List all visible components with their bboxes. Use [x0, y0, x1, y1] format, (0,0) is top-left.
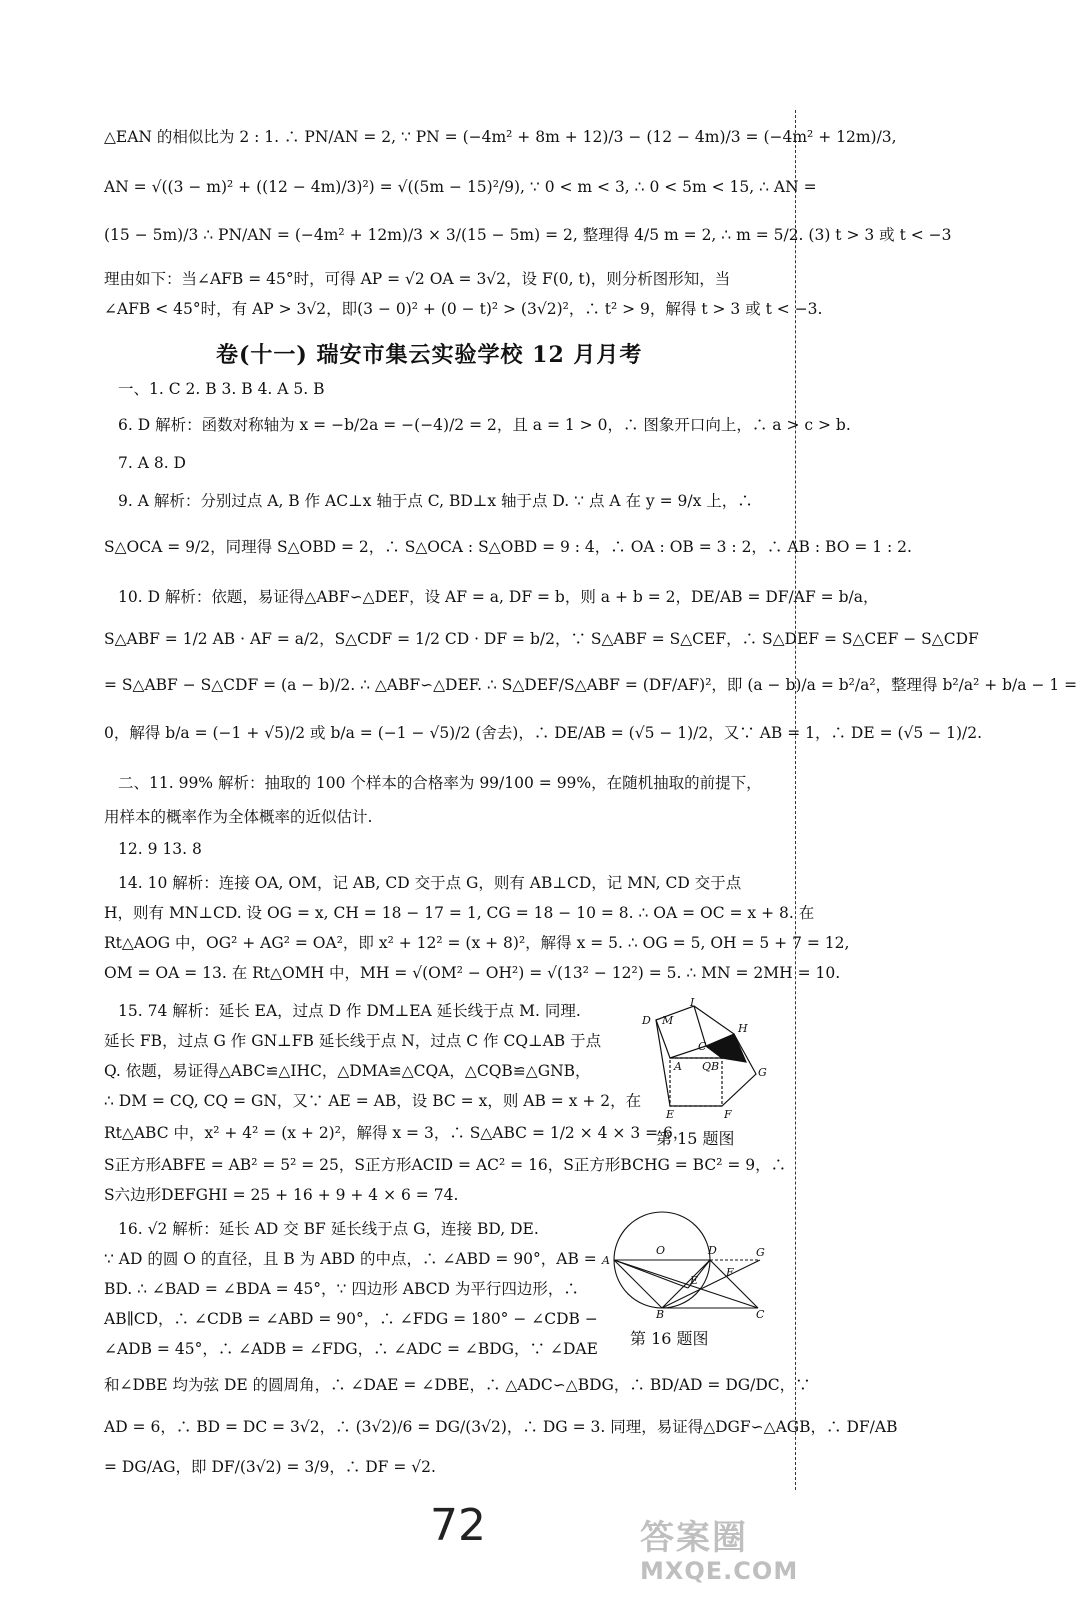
- figure-label: D: [642, 1014, 651, 1027]
- text-line: ∠AFB < 45°时，有 AP > 3√2，即(3 − 0)² + (0 − t)² > (3√2)²，∴ t² > 9，解得 t > 3 或 t < −3.: [104, 300, 823, 318]
- figure-label: C: [698, 1040, 707, 1053]
- figure-label: E: [690, 1274, 699, 1287]
- answer-line: 二、11. 99% 解析：抽取的 100 个样本的合格率为 99/100 = 99%，在随机抽取的前提下，: [118, 774, 762, 792]
- text-line: 理由如下：当∠AFB = 45°时，可得 AP = √2 OA = 3√2，设 F(0, t)，则分析图形知，当: [104, 270, 731, 288]
- figure-15-diagram: [636, 996, 786, 1121]
- answer-line: 14. 10 解析：连接 OA, OM，记 AB, CD 交于点 G，则有 AB⊥CD，记 MN, CD 交于点: [118, 874, 742, 892]
- answer-line: AB∥CD，∴ ∠CDB = ∠ABD = 90°，∴ ∠FDG = 180° − ∠CDB −: [104, 1310, 598, 1328]
- section-title: 卷(十一) 瑞安市集云实验学校 12 月月考: [216, 342, 643, 368]
- handwritten-page-number: 72: [430, 1500, 486, 1551]
- answer-line: S△OCA = 9/2，同理得 S△OBD = 2，∴ S△OCA : S△OBD = 9 : 4，∴ OA : OB = 3 : 2，∴ AB : BO = 1 : 2.: [104, 538, 912, 556]
- answer-line: = DG/AG，即 DF/(3√2) = 3/9，∴ DF = √2.: [104, 1458, 436, 1476]
- answer-line: 12. 9 13. 8: [118, 840, 202, 858]
- figure-16-caption: 第 16 题图: [630, 1329, 709, 1348]
- answer-line: 9. A 解析：分别过点 A, B 作 AC⊥x 轴于点 C, BD⊥x 轴于点 D. ∵ 点 A 在 y = 9/x 上，∴: [118, 492, 753, 510]
- figure-label: F: [726, 1266, 734, 1279]
- figure-label: H: [738, 1022, 748, 1035]
- figure-label: C: [756, 1308, 765, 1321]
- answer-line: 0，解得 b/a = (−1 + √5)/2 或 b/a = (−1 − √5)/2 (舍去)，∴ DE/AB = (√5 − 1)/2，又∵ AB = 1，∴ DE = (√5 − 1)/2.: [104, 724, 983, 742]
- answer-line: S六边形DEFGHI = 25 + 16 + 9 + 4 × 6 = 74.: [104, 1186, 459, 1204]
- watermark-url: MXQE.COM: [640, 1557, 799, 1585]
- answer-line: 16. √2 解析：延长 AD 交 BF 延长线于点 G，连接 BD, DE.: [118, 1220, 539, 1238]
- figure-label: G: [756, 1246, 765, 1259]
- figure-label: F: [724, 1108, 732, 1121]
- answer-line: 用样本的概率作为全体概率的近似估计.: [104, 808, 373, 826]
- figure-label: A: [602, 1254, 610, 1267]
- answer-line: BD. ∴ ∠BAD = ∠BDA = 45°，∵ 四边形 ABCD 为平行四边形，∴: [104, 1280, 579, 1298]
- answer-line: ∵ AD 的圆 O 的直径，且 B 为 ABD 的中点，∴ ∠ABD = 90°，AB =: [104, 1250, 597, 1268]
- figure-16-diagram: [600, 1208, 770, 1321]
- figure-label: E: [666, 1108, 675, 1121]
- figure-label: M: [662, 1014, 674, 1027]
- text-line: △EAN 的相似比为 2 : 1. ∴ PN/AN = 2, ∵ PN = (−4m² + 8m + 12)/3 − (12 − 4m)/3 = (−4m² + 12m)/3,: [104, 128, 897, 146]
- answer-line: 和∠DBE 均为弦 DE 的圆周角，∴ ∠DAE = ∠DBE，∴ △ADC∽△BDG，∴ BD/AD = DG/DC，∵: [104, 1376, 811, 1394]
- figure-label: G: [758, 1066, 767, 1079]
- answer-line: 一、1. C 2. B 3. B 4. A 5. B: [118, 380, 325, 398]
- answer-line: S正方形ABFE = AB² = 5² = 25，S正方形ACID = AC² = 16，S正方形BCHG = BC² = 9，∴: [104, 1156, 787, 1174]
- answer-line: S△ABF = 1/2 AB · AF = a/2，S△CDF = 1/2 CD · DF = b/2，∵ S△ABF = S△CEF，∴ S△DEF = S△CEF − S△CDF: [104, 630, 979, 648]
- answer-line: H，则有 MN⊥CD. 设 OG = x, CH = 18 − 17 = 1, CG = 18 − 10 = 8. ∴ OA = OC = x + 8. 在: [104, 904, 815, 922]
- figure-label: I: [690, 996, 695, 1009]
- answer-line: 延长 FB，过点 G 作 GN⊥FB 延长线于点 N，过点 C 作 CQ⊥AB 于点: [104, 1032, 602, 1050]
- answer-line: 10. D 解析：依题，易证得△ABF∽△DEF，设 AF = a, DF = b，则 a + b = 2，DE/AB = DF/AF = b/a，: [118, 588, 879, 606]
- watermark-logo: [640, 1510, 799, 1590]
- figure-label: B: [656, 1308, 665, 1321]
- answer-line: = S△ABF − S△CDF = (a − b)/2. ∴ △ABF∽△DEF. ∴ S△DEF/S△ABF = (DF/AF)²，即 (a − b)/a = b²/a²，整理得 b²/a² + b/a − 1 =: [104, 676, 1077, 694]
- answer-line: Rt△ABC 中，x² + 4² = (x + 2)²，解得 x = 3，∴ S△ABC = 1/2 × 4 × 3 = 6，: [104, 1124, 689, 1142]
- figure-label: A: [674, 1060, 682, 1073]
- watermark-logo-text: 答案圈: [640, 1518, 748, 1558]
- answer-line: Rt△AOG 中，OG² + AG² = OA²，即 x² + 12² = (x + 8)²，解得 x = 5. ∴ OG = 5, OH = 5 + 7 = 12,: [104, 934, 850, 952]
- text-line: AN = √((3 − m)² + ((12 − 4m)/3)²) = √((5m − 15)²/9), ∵ 0 < m < 3, ∴ 0 < 5m < 15, ∴ AN =: [104, 178, 817, 196]
- figure-label: O: [656, 1244, 666, 1257]
- answer-line: ∠ADB = 45°，∴ ∠ADB = ∠FDG，∴ ∠ADC = ∠BDG，∵ ∠DAE: [104, 1340, 598, 1358]
- answer-line: 15. 74 解析：延长 EA，过点 D 作 DM⊥EA 延长线于点 M. 同理.: [118, 1002, 581, 1020]
- answer-line: 6. D 解析：函数对称轴为 x = −b/2a = −(−4)/2 = 2，且 a = 1 > 0，∴ 图象开口向上，∴ a > c > b.: [118, 416, 851, 434]
- answer-line: OM = OA = 13. 在 Rt△OMH 中，MH = √(OM² − OH²) = √(13² − 12²) = 5. ∴ MN = 2MH = 10.: [104, 964, 841, 982]
- figure-label: D: [708, 1244, 717, 1257]
- answer-line: AD = 6，∴ BD = DC = 3√2，∴ (3√2)/6 = DG/(3√2)，∴ DG = 3. 同理，易证得△DGF∽△AGB，∴ DF/AB: [104, 1418, 898, 1436]
- answer-line: ∴ DM = CQ, CQ = GN，又∵ AE = AB，设 BC = x，则 AB = x + 2，在: [104, 1092, 642, 1110]
- figure-label: QB: [702, 1060, 720, 1073]
- answer-line: Q. 依题，易证得△ABC≌△IHC，△DMA≌△CQA，△CQB≌△GNB，: [104, 1062, 591, 1080]
- text-line: (15 − 5m)/3 ∴ PN/AN = (−4m² + 12m)/3 × 3/(15 − 5m) = 2, 整理得 4/5 m = 2, ∴ m = 5/2. (3) t > 3 或 t < −3: [104, 226, 952, 244]
- answer-line: 7. A 8. D: [118, 454, 186, 472]
- figure-15-caption: 第 15 题图: [656, 1129, 735, 1148]
